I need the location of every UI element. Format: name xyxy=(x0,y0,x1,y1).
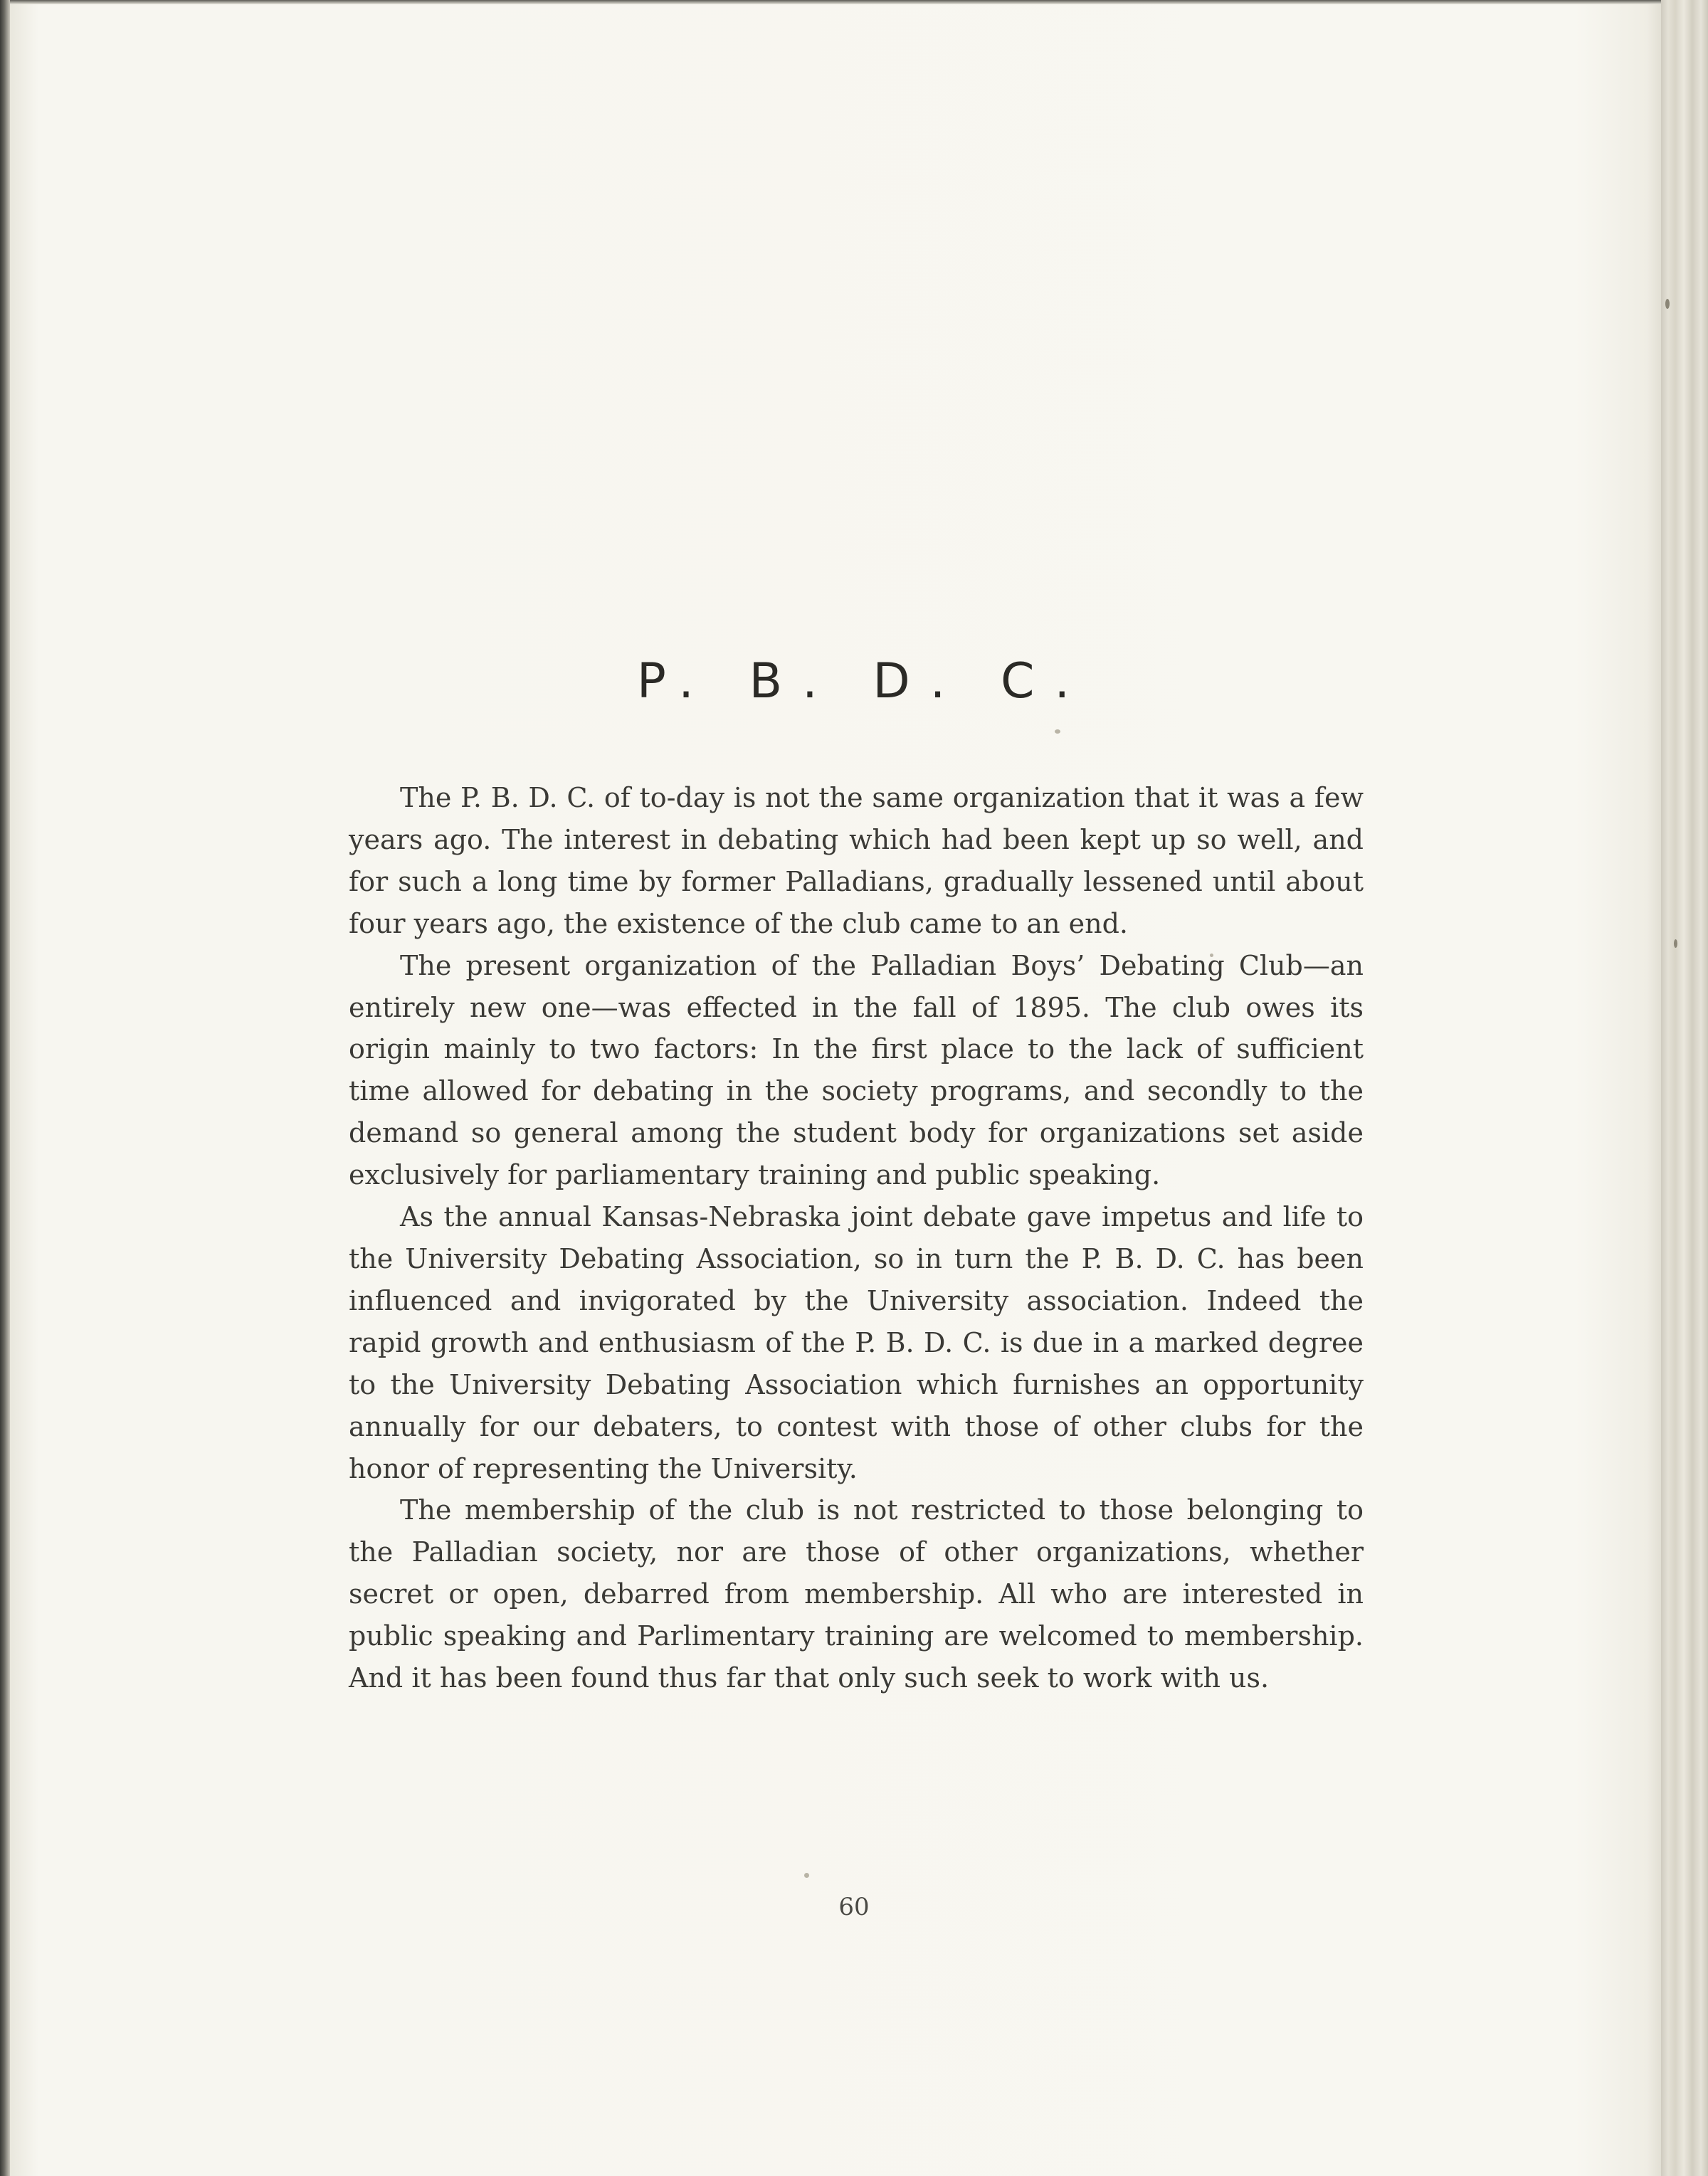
paper-speck xyxy=(1674,939,1677,948)
book-binding-edge xyxy=(0,0,10,2176)
page-stack-edge xyxy=(1661,0,1708,2176)
paragraph-3: As the annual Kansas-Nebraska joint debate gave impetus and life to the University Debating Association, so in turn the P. B. D. C. has been influenced and invigorated by the University association. Indeed the rapid growth and enthusiasm of the P. B. D. C. is due in a marked degree to the University Debating Association which furnishes an opportunity annually for our debaters, to contest with those of other clubs for the honor of representing the University. xyxy=(349,1201,1364,1484)
page-title: P. B. D. C. xyxy=(636,653,1090,709)
page-number: 60 xyxy=(838,1893,870,1921)
paper-speck xyxy=(1055,729,1060,734)
paragraph-1: The P. B. D. C. of to-day is not the same organization that it was a few years ago. The interest in debating which had been kept up so well, and for such a long time by former Palladians, gradually lessened until about four years ago, the existence of the club came to an end. xyxy=(349,782,1364,939)
paragraph-2: The present organization of the Palladian Boys’ Debating Club—an entirely new one—was effected in the fall of 1895. The club owes its origin mainly to two factors: In the first place to the lack of sufficient time allowed for debating in the society programs, and secondly to the demand so general among the student body for organizations set aside exclusively for parliamentary training and public speaking. xyxy=(349,949,1364,1191)
paper-speck xyxy=(1665,299,1670,309)
paragraph-4: The membership of the club is not restricted to those belonging to the Palladian society, nor are those of other organizations, whether secret or open, debarred from membership. All who are interested in public speaking and Parlimentary training are welcomed to membership. And it has been found thus far that only such seek to work with us. xyxy=(349,1494,1364,1694)
paper-speck xyxy=(804,1873,809,1878)
body-text xyxy=(349,777,1364,1699)
